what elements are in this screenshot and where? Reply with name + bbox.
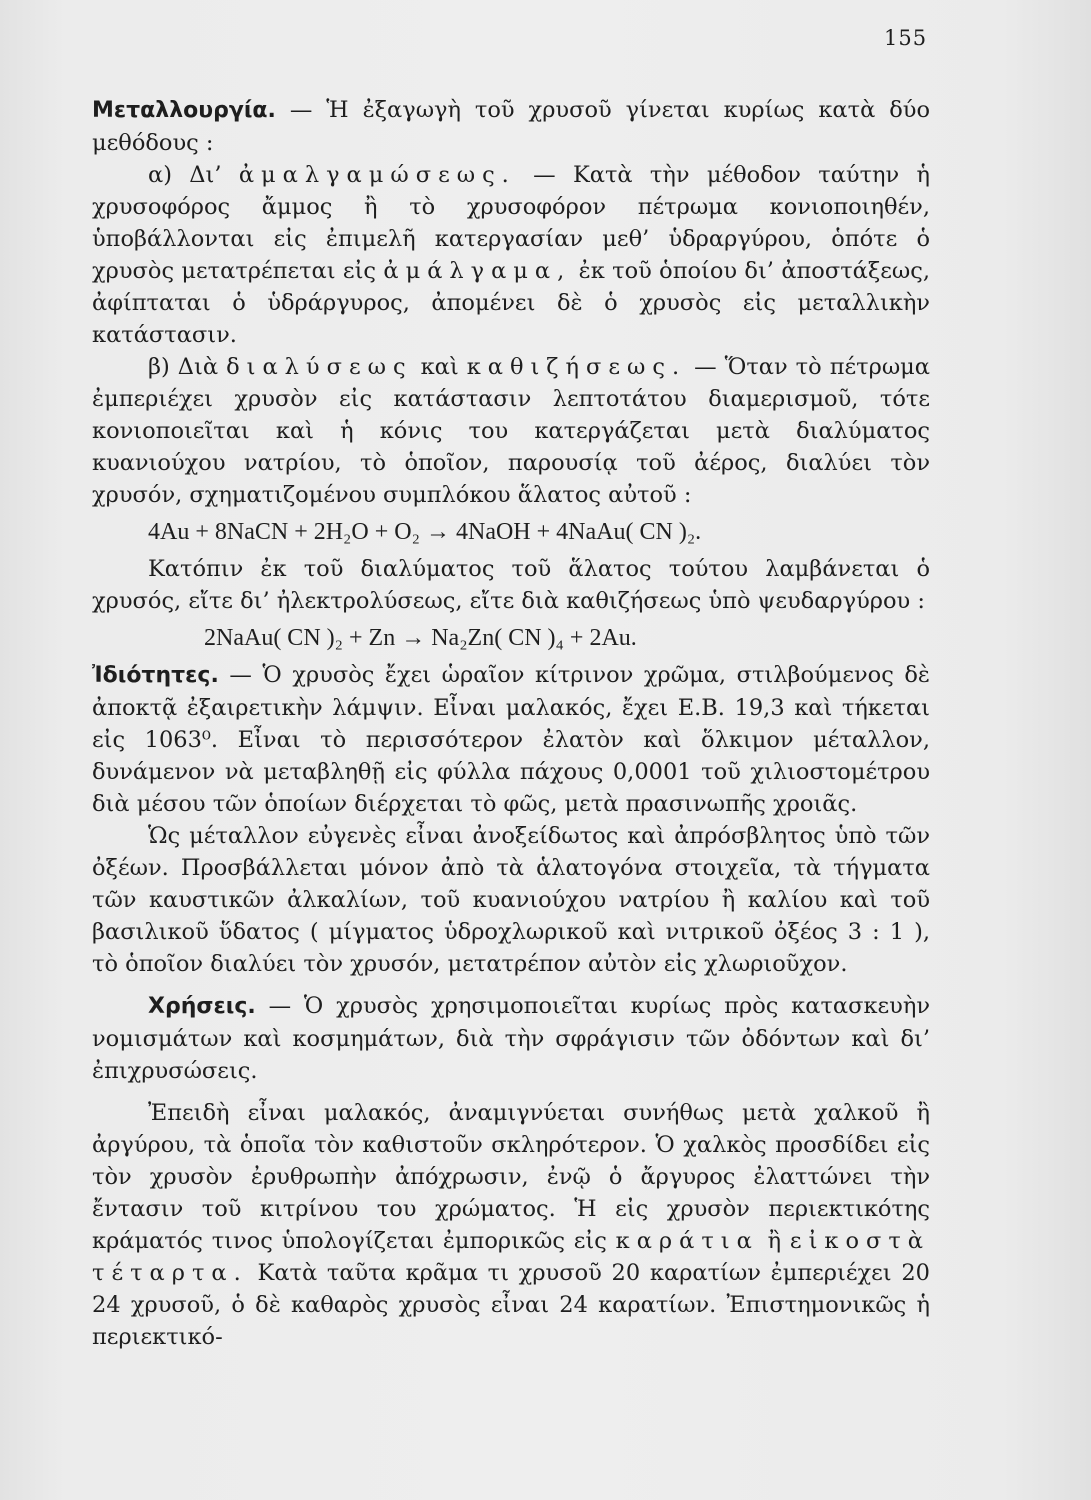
paragraph-metallurgy-intro [92, 94, 930, 159]
method-b-term-1: διαλύσεως [226, 354, 413, 380]
equation-zinc: 2NaAu( CN )₂ + Zn → Na₂Zn( CN )₄ + 2Au. [204, 625, 637, 651]
method-b-text: — Ὅταν τὸ πέτρωμα ἐμπεριέχει χρυσὸν εἰς κατάστασιν λεπτοτάτου διαμερισμοῦ, τότε κονιοποιεῖται καὶ ἡ κόνις του κατεργάζεται μετὰ διαλύματος κυανιούχου νατρίου, τὸ ὁποῖον, παρουσίᾳ τοῦ ἀέρος, διαλύει τὸν χρυσόν, σχηματιζομένου συμπλόκου ἅλατος αὐτοῦ : [92, 354, 930, 508]
method-b-marker: β) Διὰ [148, 354, 227, 380]
carats-term: καράτια [615, 1228, 759, 1254]
uses-text-2-end: Κατὰ ταῦτα κρᾶμα τι χρυσοῦ 20 καρατίων ἐμπεριέχει 20 24 χρυσοῦ, ὁ δὲ καθαρὸς χρυσὸς εἶναι 24 καρατίων. Ἐπιστημονικῶς ἡ περιεκτικό- [92, 1260, 930, 1350]
heading-properties: Ἰδιότητες. [92, 663, 219, 688]
method-a-term: ἀμαλγαμώσεως. [238, 162, 516, 188]
properties-text-1: — Ὁ χρυσὸς ἔχει ὡραῖον κίτρινον χρῶμα, στιλβούμενος δὲ ἀποκτᾷ ἐξαιρετικὴν λάμψιν. Εἶναι μαλακός, ἔχει Ε.Β. 19,3 καὶ τήκεται εἰς 1063⁰. Εἶναι τὸ περισσότερον ἐλατὸν καὶ ὅλκιμον μέταλλον, δυνάμενον νὰ μεταβληθῇ εἰς φύλλα πάχους 0,0001 τοῦ χιλιοστομέτρου διὰ μέσου τῶν ὁποίων διέρχεται τὸ φῶς, μετὰ πρασινωπῆς χροιᾶς. [92, 662, 930, 817]
amalgam-term: ἀμάλγαμα, [383, 258, 572, 284]
method-a-marker: α) Δι’ [148, 162, 239, 188]
method-b-and: καὶ [412, 354, 467, 380]
method-a-text-2: ἐκ τοῦ ὁποίου δι’ ἀποστάξεως, ἀφίπταται ὁ ὑδράργυρος, ἀπομένει δὲ ὁ χρυσὸς εἰς μεταλλικὴν κατάστασιν. [92, 258, 930, 348]
paragraph-dissolution [92, 351, 930, 511]
uses-or: ἢ [758, 1228, 790, 1254]
method-a-text-1: — Κατὰ τὴν μέθοδον ταύτην ἡ χρυσοφόρος ἄμμος ἢ τὸ χρυσοφόρον πέτρωμα κονιοποιηθέν, ὑποβάλλονται εἰς ἐπιμελῆ κατεργασίαν μεθ’ ὑδραργύρου, ὁπότε ὁ χρυσὸς μετατρέπεται εἰς [92, 162, 930, 284]
paragraph-properties-1 [92, 659, 930, 820]
page-text [92, 94, 930, 1353]
twenty-fourths-term: εἰκοστὰ τέταρτα. [92, 1228, 930, 1286]
uses-text-1: — Ὁ χρυσὸς χρησιμοποιεῖται κυρίως πρὸς κατασκευὴν νομισμάτων καὶ κοσμημάτων, διὰ τὴν σφράγισιν τῶν ὀδόντων καὶ δι’ ἐπιχρυσώσεις. [92, 993, 930, 1084]
section-gap-2 [92, 1087, 930, 1097]
paragraph-properties-2: Ὡς μέταλλον εὐγενὲς εἶναι ἀνοξείδωτος καὶ ἀπρόσβλητος ὑπὸ τῶν ὀξέων. Προσβάλλεται μόνον ἀπὸ τὰ ἁλατογόνα στοιχεῖα, τὰ τήγματα τῶν καυστικῶν ἀλκαλίων, τοῦ κυανιούχου νατρίου ἢ καλίου καὶ τοῦ βασιλικοῦ ὕδατος ( μίγματος ὑδροχλωρικοῦ καὶ νιτρικοῦ ὀξέος 3 : 1 ), τὸ ὁποῖον διαλύει τὸν χρυσόν, μετατρέπον αὐτὸν εἰς χλωριοῦχον. [92, 823, 930, 977]
equation-cyanide: 4Au + 8NaCN + 2H₂O + O₂ → 4NaOH + 4NaAu( CN )₂. [148, 519, 702, 545]
section-gap [92, 980, 930, 990]
heading-metallurgy: Μεταλλουργία. [92, 98, 276, 123]
heading-uses: Χρήσεις. [148, 994, 256, 1019]
paragraph-amalgamation [92, 159, 930, 351]
metallurgy-intro-text: — Ἡ ἐξαγωγὴ τοῦ χρυσοῦ γίνεται κυρίως κατὰ δύο μεθόδους : [92, 97, 930, 156]
paragraph-uses-2 [92, 1097, 930, 1353]
paragraph-uses-1 [92, 990, 930, 1087]
page-number: 155 [884, 26, 928, 50]
uses-text-2-start: Ἐπειδὴ εἶναι μαλακός, ἀναμιγνύεται συνήθως μετὰ χαλκοῦ ἢ ἀργύρου, τὰ ὁποῖα τὸν καθιστοῦν σκληρότερον. Ὁ χαλκὸς προσδίδει εἰς τὸν χρυσὸν ἐρυθρωπὴν ἀπόχρωσιν, ἐνῷ ὁ ἄργυρος ἐλαττώνει τὴν ἔντασιν τοῦ κιτρίνου του χρώματος. Ἡ εἰς χρυσὸν περιεκτικότης κράματός τινος ὑπολογίζεται ἐμπορικῶς εἰς [92, 1100, 930, 1254]
paragraph-recovery: Κατόπιν ἐκ τοῦ διαλύματος τοῦ ἅλατος τούτου λαμβάνεται ὁ χρυσός, εἴτε δι’ ἠλεκτρολύσεως, εἴτε διὰ καθιζήσεως ὑπὸ ψευδαργύρου : [92, 556, 930, 614]
method-b-term-2: καθιζήσεως. [466, 354, 687, 380]
